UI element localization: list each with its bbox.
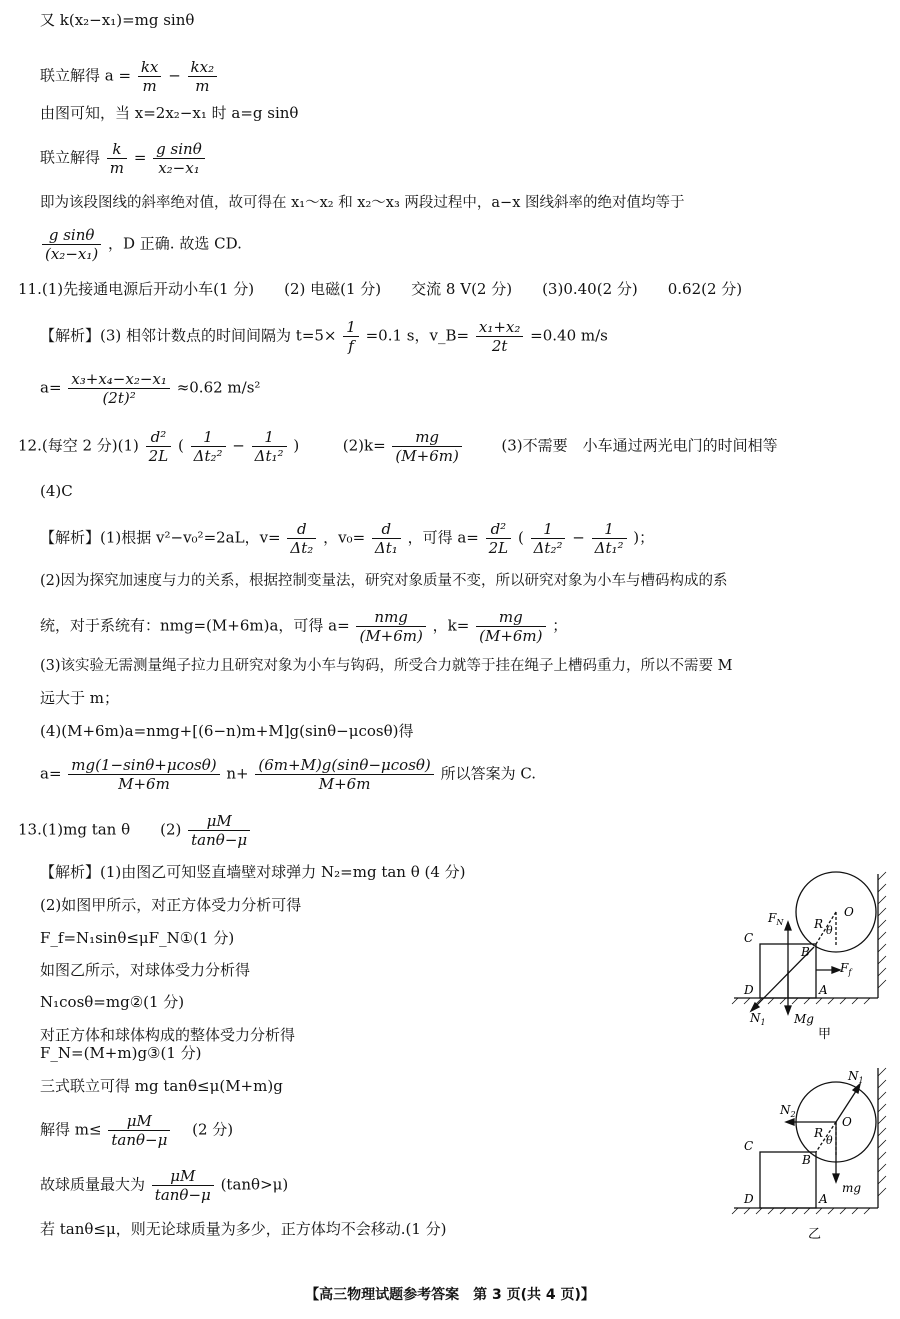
analysis-13-b: (2)如图甲所示，对正方体受力分析可得 bbox=[40, 896, 302, 914]
paragraph-line: 即为该段图线的斜率绝对值，故可得在 x₁～x₂ 和 x₂～x₃ 两段过程中，a−x 图线斜率的绝对值均等于 bbox=[40, 195, 685, 211]
numerator: g sinθ bbox=[42, 226, 101, 245]
o-label: O bbox=[842, 1115, 852, 1129]
b-label: B bbox=[801, 945, 810, 959]
numerator: d bbox=[287, 520, 316, 539]
ff-sub: f bbox=[848, 968, 852, 977]
mg-label: mg bbox=[842, 1181, 862, 1195]
denominator: tanθ−μ bbox=[191, 831, 248, 849]
denominator: 2t bbox=[491, 337, 508, 355]
fraction bbox=[188, 812, 250, 849]
fraction bbox=[252, 428, 287, 465]
question-11: 11.(1)先接通电源后开动小车(1 分) (2) 电磁(1 分) 交流 8 V(2 分) (3)0.40(2 分) 0.62(2 分) bbox=[18, 280, 743, 298]
numerator: d² bbox=[146, 428, 172, 447]
numerator: 1 bbox=[343, 318, 359, 337]
text: a= bbox=[40, 378, 62, 397]
analysis-13-j bbox=[40, 1167, 288, 1204]
analysis-12-a bbox=[40, 520, 654, 557]
n1-label: N bbox=[750, 1011, 761, 1025]
numerator: nmg bbox=[356, 608, 425, 627]
n2-label: N bbox=[780, 1103, 791, 1117]
denominator: (M+6m) bbox=[395, 447, 459, 465]
n1-sub: 1 bbox=[858, 1076, 864, 1085]
r-label: R bbox=[814, 1126, 824, 1140]
question-12 bbox=[18, 428, 778, 465]
fn-arrowhead bbox=[785, 922, 791, 930]
text: a= bbox=[40, 764, 62, 783]
fraction bbox=[486, 520, 512, 557]
text: 联立解得 bbox=[40, 148, 101, 167]
equation-line-3: 由图可知，当 x=2x₂−x₁ 时 a=g sinθ bbox=[40, 104, 299, 122]
operator: − bbox=[572, 528, 585, 547]
mg-label: Mg bbox=[794, 1012, 814, 1026]
denominator: tanθ−μ bbox=[154, 1186, 211, 1204]
text: (tanθ>μ) bbox=[220, 1175, 289, 1194]
fraction bbox=[108, 1112, 170, 1149]
r-label: R bbox=[814, 917, 824, 931]
theta-label: θ bbox=[826, 924, 833, 937]
numerator: mg bbox=[392, 428, 461, 447]
text: 联立解得 a = bbox=[40, 66, 132, 85]
analysis-12-d: (3)该实验无需测量绳子拉力且研究对象为小车与钩码，所受合力就等于挂在绳子上槽码重力，所以不需要 M bbox=[40, 658, 733, 674]
text: 统，对于系统有：nmg=(M+6m)a，可得 a= bbox=[40, 616, 350, 635]
theta-label: θ bbox=[826, 1134, 833, 1147]
fraction bbox=[152, 1167, 214, 1204]
numerator: x₁+x₂ bbox=[476, 318, 524, 337]
fraction bbox=[343, 318, 359, 355]
n2-arrowhead bbox=[786, 1119, 794, 1125]
c-label: C bbox=[744, 931, 754, 945]
equation-line-2 bbox=[40, 58, 219, 95]
operator: − bbox=[232, 436, 245, 455]
text: ，k= bbox=[432, 616, 470, 635]
text: ，v₀= bbox=[323, 528, 366, 547]
numerator: mg(1−sinθ+μcosθ) bbox=[68, 756, 219, 775]
text: ，可得 a= bbox=[407, 528, 479, 547]
text: (3)不需要 小车通过两光电门的时间相等 bbox=[501, 436, 778, 455]
n1-sub: 1 bbox=[760, 1018, 766, 1027]
denominator: Δt₂² bbox=[533, 539, 563, 557]
fraction bbox=[476, 318, 524, 355]
analysis-13-f: 对正方体和球体构成的整体受力分析得 bbox=[40, 1026, 296, 1044]
analysis-12-c bbox=[40, 608, 567, 645]
text: 【解析】(1)根据 v²−v₀²=2aL，v= bbox=[40, 528, 281, 547]
denominator: Δt₁² bbox=[254, 447, 284, 465]
numerator: x₃+x₄−x₂−x₁ bbox=[68, 370, 170, 389]
denominator: x₂−x₁ bbox=[158, 159, 200, 177]
operator: = bbox=[133, 148, 147, 167]
numerator: 1 bbox=[252, 428, 287, 447]
analysis-13-g: F_N=(M+m)g③(1 分) bbox=[40, 1044, 202, 1062]
fraction bbox=[42, 226, 101, 263]
ground-hatch bbox=[732, 998, 870, 1004]
denominator: Δt₂ bbox=[290, 539, 314, 557]
numerator: μM bbox=[152, 1167, 214, 1186]
numerator: kx bbox=[138, 58, 162, 77]
fn-label: F bbox=[768, 911, 777, 925]
text: 12.(每空 2 分)(1) bbox=[18, 436, 139, 455]
text: )； bbox=[633, 528, 655, 547]
a-label: A bbox=[819, 983, 828, 997]
text: ≈0.62 m/s² bbox=[176, 378, 261, 397]
d-label: D bbox=[744, 1192, 754, 1206]
fraction bbox=[188, 58, 218, 95]
d-label: D bbox=[744, 983, 754, 997]
o-label: O bbox=[844, 905, 854, 919]
numerator: d bbox=[372, 520, 401, 539]
numerator: k bbox=[107, 140, 127, 159]
n2-sub: 2 bbox=[790, 1110, 796, 1119]
text: 解得 m≤ bbox=[40, 1120, 102, 1139]
denominator: tanθ−μ bbox=[111, 1131, 168, 1149]
text: 【解析】(3) 相邻计数点的时间间隔为 t=5× bbox=[40, 326, 337, 345]
text: 13.(1)mg tan θ (2) bbox=[18, 820, 182, 839]
numerator: kx₂ bbox=[188, 58, 218, 77]
fraction bbox=[68, 756, 219, 793]
svg-text:FN bbox=[767, 911, 784, 927]
text: 所以答案为 C. bbox=[440, 764, 537, 783]
analysis-12-e: 远大于 m； bbox=[40, 689, 119, 707]
b-label: B bbox=[802, 1153, 811, 1167]
denominator: (2t)² bbox=[102, 389, 136, 407]
text: =0.40 m/s bbox=[530, 326, 608, 345]
denominator: (M+6m) bbox=[479, 627, 543, 645]
text: 故球质量最大为 bbox=[40, 1175, 146, 1194]
fraction bbox=[287, 520, 316, 557]
analysis-11-a bbox=[40, 318, 608, 355]
page-footer: 【高三物理试题参考答案 第 3 页(共 4 页)】 bbox=[305, 1287, 595, 1303]
fraction bbox=[68, 370, 170, 407]
equation-line-6 bbox=[40, 226, 242, 263]
fraction bbox=[191, 428, 226, 465]
fraction bbox=[138, 58, 162, 95]
denominator: m bbox=[195, 77, 210, 95]
denominator: M+6m bbox=[318, 775, 371, 793]
denominator: f bbox=[348, 337, 354, 355]
numerator: mg bbox=[476, 608, 545, 627]
analysis-12-b: (2)因为探究加速度与力的关系，根据控制变量法，研究对象质量不变，所以研究对象为小车与槽码构成的系 bbox=[40, 573, 728, 589]
svg-text:N1 bbox=[847, 1069, 864, 1085]
numerator: μM bbox=[108, 1112, 170, 1131]
fraction bbox=[146, 428, 172, 465]
denominator: m bbox=[142, 77, 157, 95]
denominator: Δt₁ bbox=[374, 539, 398, 557]
ff-arrowhead bbox=[832, 967, 840, 973]
analysis-12-f: (4)(M+6m)a=nmg+[(6−n)m+M]g(sinθ−μcosθ)得 bbox=[40, 722, 414, 740]
denominator: 2L bbox=[488, 539, 509, 557]
denominator: 2L bbox=[148, 447, 169, 465]
numerator: g sinθ bbox=[153, 140, 205, 159]
text: n+ bbox=[226, 764, 249, 783]
figure-label: 乙 bbox=[808, 1227, 822, 1242]
question-13 bbox=[18, 812, 252, 849]
svg-text:Ff bbox=[839, 961, 853, 977]
denominator: m bbox=[109, 159, 125, 177]
analysis-12-g bbox=[40, 756, 536, 793]
a-label: A bbox=[819, 1192, 828, 1206]
fraction bbox=[531, 520, 566, 557]
fraction bbox=[255, 756, 433, 793]
text: =0.1 s，v_B= bbox=[365, 326, 470, 345]
fn-sub: N bbox=[776, 918, 784, 927]
fraction bbox=[107, 140, 127, 177]
equation-line-4 bbox=[40, 140, 207, 177]
c-label: C bbox=[744, 1139, 754, 1153]
mg-arrowhead bbox=[785, 1006, 791, 1014]
analysis-13-c: F_f=N₁sinθ≤μF_N①(1 分) bbox=[40, 929, 235, 947]
operator: − bbox=[168, 66, 181, 85]
numerator: (6m+M)g(sinθ−μcosθ) bbox=[255, 756, 433, 775]
analysis-13-i bbox=[40, 1112, 233, 1149]
denominator: (x₂−x₁) bbox=[45, 245, 99, 263]
analysis-13-d: 如图乙所示，对球体受力分析得 bbox=[40, 961, 251, 979]
text: ，D 正确. 故选 CD. bbox=[108, 234, 242, 253]
wall-hatch bbox=[878, 872, 886, 988]
figure-yi bbox=[728, 1064, 890, 1244]
numerator: μM bbox=[188, 812, 250, 831]
analysis-11-b bbox=[40, 370, 260, 407]
denominator: Δt₂² bbox=[193, 447, 223, 465]
text: ( bbox=[177, 436, 184, 455]
ff-label: F bbox=[840, 961, 849, 975]
numerator: 1 bbox=[592, 520, 627, 539]
text: ) bbox=[293, 436, 300, 455]
answer-12-4: (4)C bbox=[40, 482, 73, 500]
analysis-13-k: 若 tanθ≤μ，则无论球质量为多少，正方体均不会移动.(1 分) bbox=[40, 1220, 447, 1238]
fraction bbox=[153, 140, 205, 177]
n1-arrowhead bbox=[853, 1084, 860, 1093]
wall-hatch bbox=[878, 1068, 886, 1196]
ground-hatch bbox=[732, 1208, 870, 1214]
analysis-13-h: 三式联立可得 mg tanθ≤μ(M+m)g bbox=[40, 1077, 283, 1095]
analysis-13-a: 【解析】(1)由图乙可知竖直墙壁对球弹力 N₂=mg tan θ (4 分) bbox=[40, 863, 466, 881]
text: ； bbox=[552, 616, 568, 635]
fraction bbox=[356, 608, 425, 645]
text: (2)k= bbox=[342, 436, 386, 455]
fraction bbox=[392, 428, 461, 465]
text: ( bbox=[517, 528, 524, 547]
svg-text:N1 bbox=[749, 1011, 766, 1027]
figure-jia bbox=[728, 870, 890, 1042]
svg-text:N2 bbox=[779, 1103, 796, 1119]
numerator: 1 bbox=[191, 428, 226, 447]
fraction bbox=[592, 520, 627, 557]
n1-label: N bbox=[848, 1069, 859, 1083]
numerator: d² bbox=[486, 520, 512, 539]
denominator: M+6m bbox=[118, 775, 170, 793]
numerator: 1 bbox=[531, 520, 566, 539]
text: (2 分) bbox=[177, 1120, 234, 1139]
mg-arrowhead bbox=[833, 1174, 839, 1182]
denominator: (M+6m) bbox=[359, 627, 423, 645]
figure-label: 甲 bbox=[818, 1027, 832, 1042]
fraction bbox=[476, 608, 545, 645]
equation-line-1: 又 k(x₂−x₁)=mg sinθ bbox=[40, 11, 195, 29]
fraction bbox=[372, 520, 401, 557]
analysis-13-e: N₁cosθ=mg②(1 分) bbox=[40, 993, 185, 1011]
denominator: Δt₁² bbox=[594, 539, 624, 557]
